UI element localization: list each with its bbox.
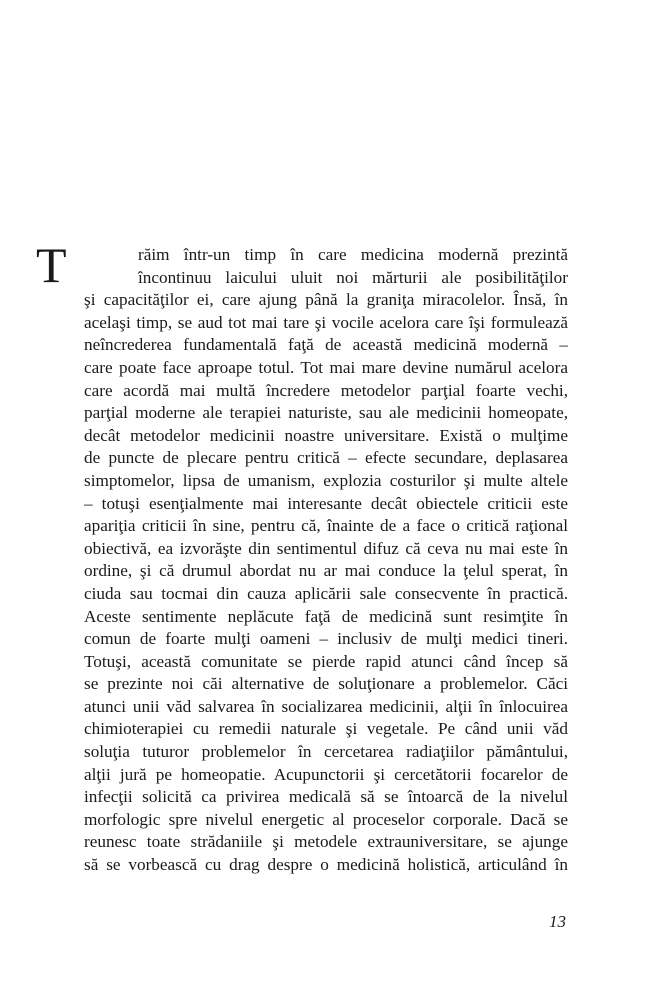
text-line: care poate face aproape totul. Tot mai mare devine numărul acelora xyxy=(84,357,568,377)
text-line: atunci unii văd salvarea în socializarea medicinii, alţii în înlocuirea xyxy=(84,696,568,716)
text-line: se prezinte noi căi alternative de soluţionare a problemelor. Căci xyxy=(84,674,568,694)
text-line: simptomelor, lipsa de umanism, explozia costurilor şi multe altele xyxy=(84,470,568,490)
text-line: Aceste sentimente neplăcute faţă de medicină sunt resimţite în xyxy=(84,606,568,626)
text-line: răim într-un timp în care medicina modernă prezintă xyxy=(138,245,568,264)
text-line: Totuşi, această comunitate se pierde rapid atunci când încep să xyxy=(84,651,568,671)
text-line: decât metodelor medicinii noastre universitare. Există o mulţime xyxy=(84,425,568,445)
text-line: infecţii solicită ca privirea medicală să se întoarcă de la nivelul xyxy=(84,787,568,807)
body-text xyxy=(84,244,568,877)
text-line: comun de foarte mulţi oameni – inclusiv de mulţi medici tineri. xyxy=(84,629,568,649)
text-line: obiectivă, ea izvorăşte din sentimentul difuz că ceva nu mai este în xyxy=(84,538,568,558)
text-line: morfologic spre nivelul energetic al proceselor corporale. Dacă se xyxy=(84,809,568,829)
text-line: ciuda sau tocmai din cauza aplicării sale consecvente în practică. xyxy=(84,583,568,603)
text-line: de puncte de plecare pentru critică – efecte secundare, deplasarea xyxy=(84,448,568,468)
text-line: chimioterapiei cu remedii naturale şi vegetale. Pe când unii văd xyxy=(84,719,568,739)
text-line: încontinuu laicului uluit noi mărturii ale posibilităţilor xyxy=(138,267,568,287)
text-line: parţial moderne ale terapiei naturiste, sau ale medicinii homeopate, xyxy=(84,403,568,423)
text-line: ordine, şi că drumul abordat nu ar mai conduce la ţelul sperat, în xyxy=(84,561,568,581)
text-line: neîncrederea fundamentală faţă de această medicină modernă – xyxy=(84,335,568,355)
text-line: alţii jură pe homeopatie. Acupunctorii şi cercetătorii focarelor de xyxy=(84,764,568,784)
text-line: şi capacităţilor ei, care ajung până la graniţa miracolelor. Însă, în xyxy=(84,290,568,310)
drop-cap-letter: T xyxy=(36,237,67,293)
text-line: apariţia criticii în sine, pentru că, înainte de a face o critică raţional xyxy=(84,516,568,536)
text-line: soluţia tuturor problemelor în cercetarea radiaţiilor pământului, xyxy=(84,742,568,762)
text-line: să se vorbească cu drag despre o medicină holistică, articulând în xyxy=(84,855,568,875)
text-line: – totuşi esenţialmente mai interesante decât obiectele criticii este xyxy=(84,493,568,513)
text-line: acelaşi timp, se aud tot mai tare şi vocile acelora care îşi formulează xyxy=(84,312,568,332)
text-line: care acordă mai multă încredere metodelor parţial foarte vechi, xyxy=(84,380,568,400)
text-line: reunesc toate strădaniile şi metodele extrauniversitare, se ajunge xyxy=(84,832,568,852)
page-number: 13 xyxy=(549,912,566,931)
